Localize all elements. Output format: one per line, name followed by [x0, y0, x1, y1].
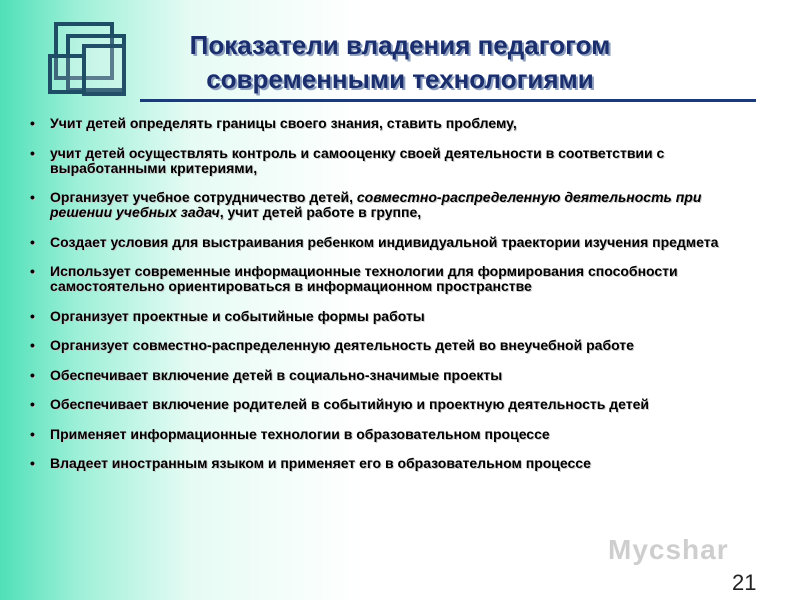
bullet-item — [30, 397, 760, 412]
bullet-text: Создает условия для выстраивания ребенком индивидуальной траектории изучения предмета — [50, 233, 719, 250]
title-underline — [140, 99, 756, 102]
bullet-text: Организует проектные и событийные формы работы — [50, 307, 425, 324]
page-number: 21 — [732, 570, 757, 595]
bullet-item — [30, 456, 760, 471]
bullet-text: Организует совместно-распределенную деятельность детей во внеучебной работе — [50, 337, 634, 353]
bullet-item — [30, 309, 760, 324]
bullet-text: Использует современные информационные технологии для формирования способности самостоятельно ориентироваться в информационном пространстве — [50, 263, 678, 294]
bullet-text-emphasis: совместно-распределенную деятельность при решении учебных задач — [50, 189, 702, 220]
bullet-marker: • — [30, 144, 35, 161]
bullet-marker: • — [30, 189, 35, 205]
bullet-list — [30, 116, 760, 486]
bullet-item — [30, 190, 760, 220]
bullet-marker: • — [30, 455, 35, 471]
bullet-text: Обеспечивает включение детей в социально-значимые проекты — [50, 366, 503, 383]
bullet-marker: • — [30, 366, 35, 383]
title-line-1: Показатели владения педагогом — [189, 30, 611, 60]
bullet-item — [30, 338, 760, 353]
bullet-marker: • — [30, 307, 35, 324]
bullet-text-post: , учит детей работе в группе, — [219, 204, 422, 220]
logo-square — [82, 44, 126, 96]
bullet-text: Применяет информационные технологии в образовательном процессе — [50, 425, 550, 442]
bullet-marker: • — [30, 396, 35, 412]
bullet-text: Владеет иностранным языком и применяет его в образовательном процессе — [50, 455, 591, 471]
bullet-item — [30, 427, 760, 442]
bullet-text: Учит детей определять границы своего знания, ставить проблему, — [50, 115, 517, 131]
slide-title — [140, 28, 660, 96]
bullet-marker: • — [30, 337, 35, 353]
bullet-marker: • — [30, 233, 35, 250]
bullet-item — [30, 146, 760, 176]
bullet-text: учит детей осуществлять контроль и самооценку своей деятельности в соответствии с выработанными критериями, — [50, 144, 665, 176]
bullet-marker: • — [30, 425, 35, 442]
logo-square — [48, 54, 86, 94]
watermark: Mycshar — [608, 534, 729, 565]
bullet-item — [30, 264, 760, 294]
title-line-2: современными технологиями — [206, 64, 594, 94]
bullet-text-pre: Организует учебное сотрудничество детей, — [50, 189, 357, 205]
bullet-item — [30, 116, 760, 131]
overlapping-squares-logo-icon — [48, 18, 140, 98]
bullet-item — [30, 235, 760, 250]
bullet-text: Обеспечивает включение родителей в событийную и проектную деятельность детей — [50, 396, 649, 412]
bullet-item — [30, 368, 760, 383]
bullet-marker: • — [30, 263, 35, 279]
bullet-marker: • — [30, 115, 35, 131]
